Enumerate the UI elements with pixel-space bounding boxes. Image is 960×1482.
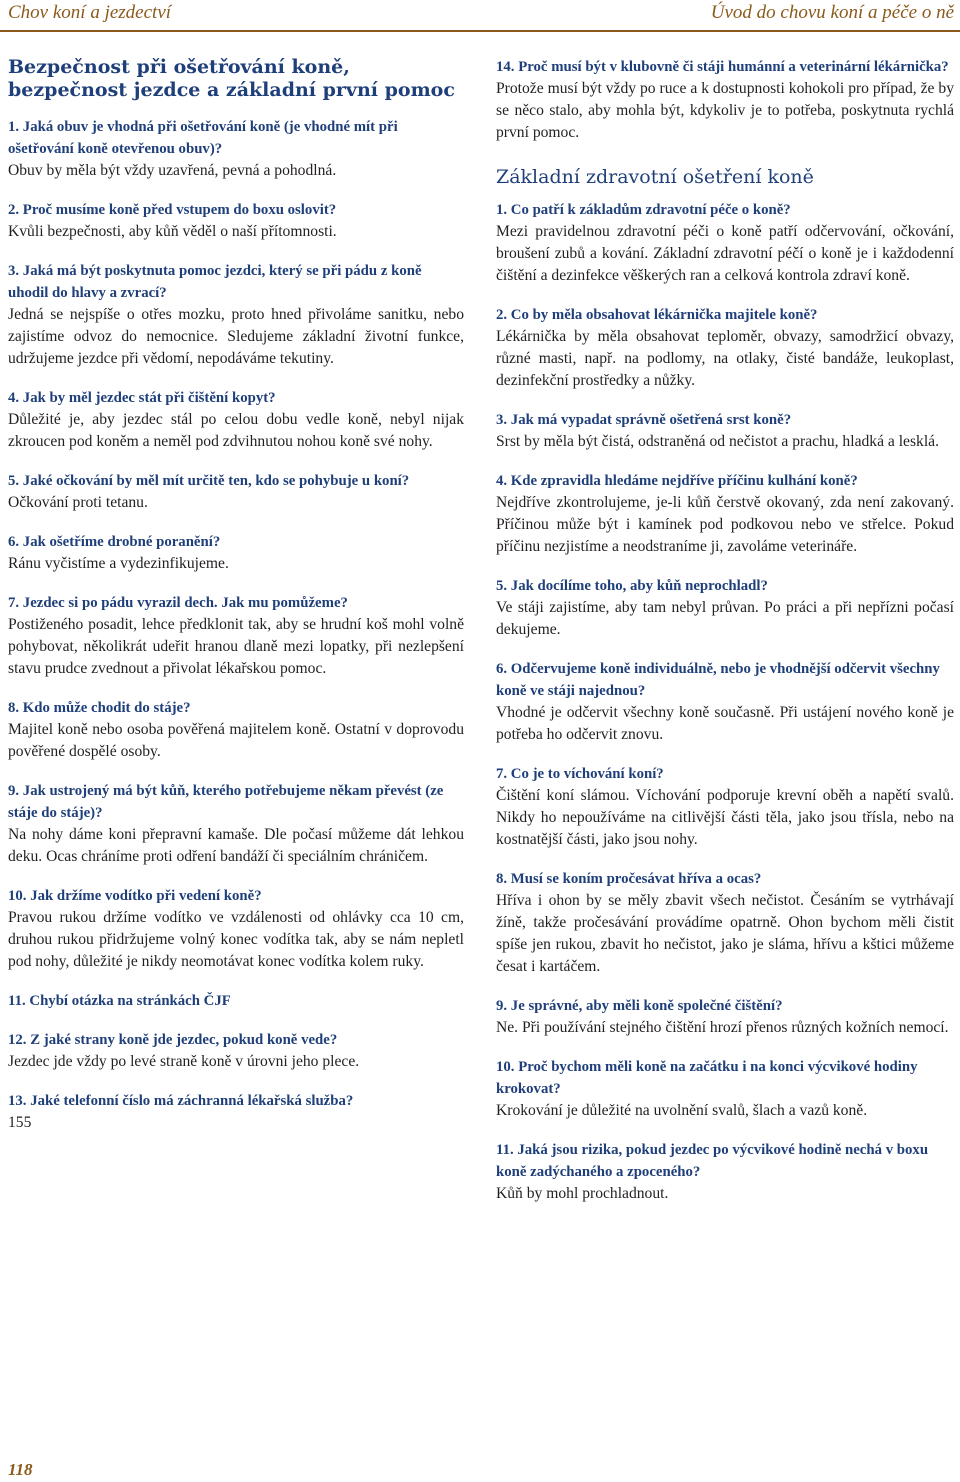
answer: Ne. Při používání stejného čištění hrozí přenos různých kožních nemocí. bbox=[496, 1019, 949, 1036]
qa-item bbox=[8, 387, 464, 453]
qa-item bbox=[496, 56, 954, 144]
question: 10. Proč bychom měli koně na začátku i na konci výcvikové hodiny krokovat? bbox=[496, 1059, 918, 1097]
left-column bbox=[8, 56, 464, 1151]
qa-item bbox=[496, 658, 954, 746]
answer: Protože musí být vždy po ruce a k dostupnosti kohokoli pro případ, že by se něco stalo, aby mohla být, kdykoliv je to potřeba, poskytnuta rychlá první pomoc. bbox=[496, 80, 954, 141]
qa-item bbox=[8, 116, 464, 182]
qa-item bbox=[8, 592, 464, 680]
question: 11. Jaká jsou rizika, pokud jezdec po výcvikové hodině nechá v boxu koně zadýchaného a zpoceného? bbox=[496, 1142, 929, 1180]
answer: Lékárnička by měla obsahovat teploměr, obvazy, samodržicí obvazy, různé masti, např. na podlomy, na otlaky, čisté bandáže, leukoplast, dezinfekční prostředky a nůžky. bbox=[496, 328, 954, 389]
question: 7. Jezdec si po pádu vyrazil dech. Jak mu pomůžeme? bbox=[8, 595, 348, 611]
safety-qa-list bbox=[8, 116, 464, 1134]
question: 6. Odčervujeme koně individuálně, nebo je vhodnější odčervit všechny koně ve stáji najednou? bbox=[496, 661, 940, 699]
qa-item bbox=[8, 990, 464, 1012]
health-care-qa-list bbox=[496, 199, 954, 1205]
question: 12. Z jaké strany koně jde jezdec, pokud koně vede? bbox=[8, 1032, 338, 1048]
answer: Obuv by měla být vždy uzavřená, pevná a pohodlná. bbox=[8, 162, 337, 179]
qa-item bbox=[8, 885, 464, 973]
question: 7. Co je to víchování koní? bbox=[496, 766, 664, 782]
question: 3. Jaká má být poskytnuta pomoc jezdci, který se při pádu z koně uhodil do hlavy a zvrací? bbox=[8, 263, 422, 301]
answer: Kvůli bezpečnosti, aby kůň věděl o naší přítomnosti. bbox=[8, 223, 337, 240]
qa-item bbox=[8, 780, 464, 868]
header-book-title: Chov koní a jezdectví bbox=[8, 2, 172, 23]
qa-item bbox=[496, 409, 954, 453]
qa-item bbox=[496, 199, 954, 287]
answer: Ve stáji zajistíme, aby tam nebyl průvan. Po práci a při nepřízni počasí dekujeme. bbox=[496, 599, 954, 638]
question: 8. Musí se koním pročesávat hříva a ocas? bbox=[496, 871, 762, 887]
qa-item bbox=[8, 199, 464, 243]
qa-item bbox=[496, 304, 954, 392]
question: 2. Co by měla obsahovat lékárnička majitele koně? bbox=[496, 307, 818, 323]
first-aid-kit-qa-list bbox=[496, 56, 954, 144]
answer: Srst by měla být čistá, odstraněná od nečistot a prachu, hladká a lesklá. bbox=[496, 433, 939, 450]
qa-item bbox=[8, 1029, 464, 1073]
question: 8. Kdo může chodit do stáje? bbox=[8, 700, 191, 716]
question: 2. Proč musíme koně před vstupem do boxu oslovit? bbox=[8, 202, 337, 218]
question: 4. Kde zpravidla hledáme nejdříve příčinu kulhání koně? bbox=[496, 473, 858, 489]
answer: 155 bbox=[8, 1114, 32, 1131]
answer: Na nohy dáme koni přepravní kamaše. Dle počasí můžeme dát lehkou deku. Ocas chráníme proti odření bandáží či speciálním chráničem. bbox=[8, 826, 464, 865]
qa-item bbox=[496, 575, 954, 641]
answer: Postiženého posadit, lehce předklonit tak, aby se hrudní koš mohl volně pohybovat, několikrát udeřit hranou dlaně mezi lopatky, při nezlepšení stavu prudce zvednout a přivolat lékařskou pomoc. bbox=[8, 616, 464, 677]
answer: Nejdříve zkontrolujeme, je-li kůň čerstvě okovaný, zda není zakovaný. Příčinou může být i kamínek pod podkovou nebo ve střelce. Pokud příčinu nezjistíme a neodstraníme ji, zavoláme veterináře. bbox=[496, 494, 954, 555]
qa-item bbox=[8, 697, 464, 763]
question: 4. Jak by měl jezdec stát při čištění kopyt? bbox=[8, 390, 276, 406]
header-rule bbox=[0, 30, 960, 32]
question: 10. Jak držíme vodítko při vedení koně? bbox=[8, 888, 262, 904]
qa-item bbox=[496, 470, 954, 558]
question: 11. Chybí otázka na stránkách ČJF bbox=[8, 993, 231, 1009]
question: 6. Jak ošetříme drobné poranění? bbox=[8, 534, 221, 550]
answer: Mezi pravidelnou zdravotní péči o koně patří odčervování, očkování, broušení zubů a kování. Základní zdravotní péčí o koně je i každodenní čištění a dezinfekce věškerých ran a celková kontrola zdraví koně. bbox=[496, 223, 954, 284]
question: 9. Je správné, aby měli koně společné čištění? bbox=[496, 998, 783, 1014]
answer: Kůň by mohl prochladnout. bbox=[496, 1185, 669, 1202]
question: 14. Proč musí být v klubovně či stáji humánní a veterinární lékárnička? bbox=[496, 59, 949, 75]
qa-item bbox=[496, 763, 954, 851]
running-header bbox=[0, 2, 960, 28]
answer: Jezdec jde vždy po levé straně koně v úrovni jeho plece. bbox=[8, 1053, 360, 1070]
question: 1. Jaká obuv je vhodná při ošetřování koně (je vhodné mít při ošetřování koně otevřenou obuv)? bbox=[8, 119, 398, 157]
qa-item bbox=[8, 470, 464, 514]
section-title-health-care: Základní zdravotní ošetření koně bbox=[496, 166, 814, 188]
question: 9. Jak ustrojený má být kůň, kterého potřebujeme někam převést (ze stáje do stáje)? bbox=[8, 783, 444, 821]
question: 13. Jaké telefonní číslo má záchranná lékařská služba? bbox=[8, 1093, 354, 1109]
answer: Hříva i ohon by se měly zbavit všech nečistot. Česáním se vytrhávají žíně, takže pročesávání provádíme opatrně. Ohon bychom měli čistit spíše jen rukou, zbavit ho nečistot, jako je sláma, hřívu a kštici můžeme česat i kartáčem. bbox=[496, 892, 954, 975]
qa-item bbox=[496, 868, 954, 978]
answer: Důležité je, aby jezdec stál po celou dobu vedle koně, nebyl nijak zkroucen pod koněm a neměl pod zdvihnutou nohou koně své nohy. bbox=[8, 411, 464, 450]
question: 5. Jaké očkování by měl mít určitě ten, kdo se pohybuje u koní? bbox=[8, 473, 410, 489]
answer: Majitel koně nebo osoba pověřená majitelem koně. Ostatní v doprovodu pověřené dospělé osoby. bbox=[8, 721, 464, 760]
qa-item bbox=[8, 1090, 464, 1134]
qa-item bbox=[496, 1139, 954, 1205]
question: 3. Jak má vypadat správně ošetřená srst koně? bbox=[496, 412, 792, 428]
qa-item bbox=[8, 531, 464, 575]
right-column bbox=[496, 56, 954, 1222]
answer: Čištění koní slámou. Víchování podporuje krevní oběh a napětí svalů. Nikdy ho nepoužíváme na citlivější části těla, jako jsou třísla, nebo na kostnatější části, jako jsou nohy. bbox=[496, 787, 954, 848]
page-number: 118 bbox=[8, 1460, 33, 1479]
answer: Vhodné je odčervit všechny koně současně. Při ustájení nového koně je potřeba ho odčervit znovu. bbox=[496, 704, 954, 743]
section-title-safety: Bezpečnost při ošetřování koně, bezpečnost jezdce a základní první pomoc bbox=[8, 56, 455, 101]
answer: Jedná se nejspíše o otřes mozku, proto hned přivoláme sanitku, nebo zajistíme odvoz do nemocnice. Sledujeme základní životní funkce, udržujeme jezdce při vědomí, nepodáváme tekutiny. bbox=[8, 306, 464, 367]
answer: Pravou rukou držíme vodítko ve vzdálenosti od ohlávky cca 10 cm, druhou rukou přidržujeme volný konec vodítka tak, aby se nám nepletl pod nohy, důležité je nikdy neomotávat konec vodítka kolem ruky. bbox=[8, 909, 464, 970]
qa-item bbox=[496, 1056, 954, 1122]
question: 5. Jak docílíme toho, aby kůň neprochladl? bbox=[496, 578, 768, 594]
header-chapter-title: Úvod do chovu koní a péče o ně bbox=[710, 2, 954, 23]
question: 1. Co patří k základům zdravotní péče o koně? bbox=[496, 202, 791, 218]
answer: Krokování je důležité na uvolnění svalů, šlach a vazů koně. bbox=[496, 1102, 868, 1119]
qa-item bbox=[8, 260, 464, 370]
qa-item bbox=[496, 995, 954, 1039]
answer: Očkování proti tetanu. bbox=[8, 494, 148, 511]
answer: Ránu vyčistíme a vydezinfikujeme. bbox=[8, 555, 229, 572]
